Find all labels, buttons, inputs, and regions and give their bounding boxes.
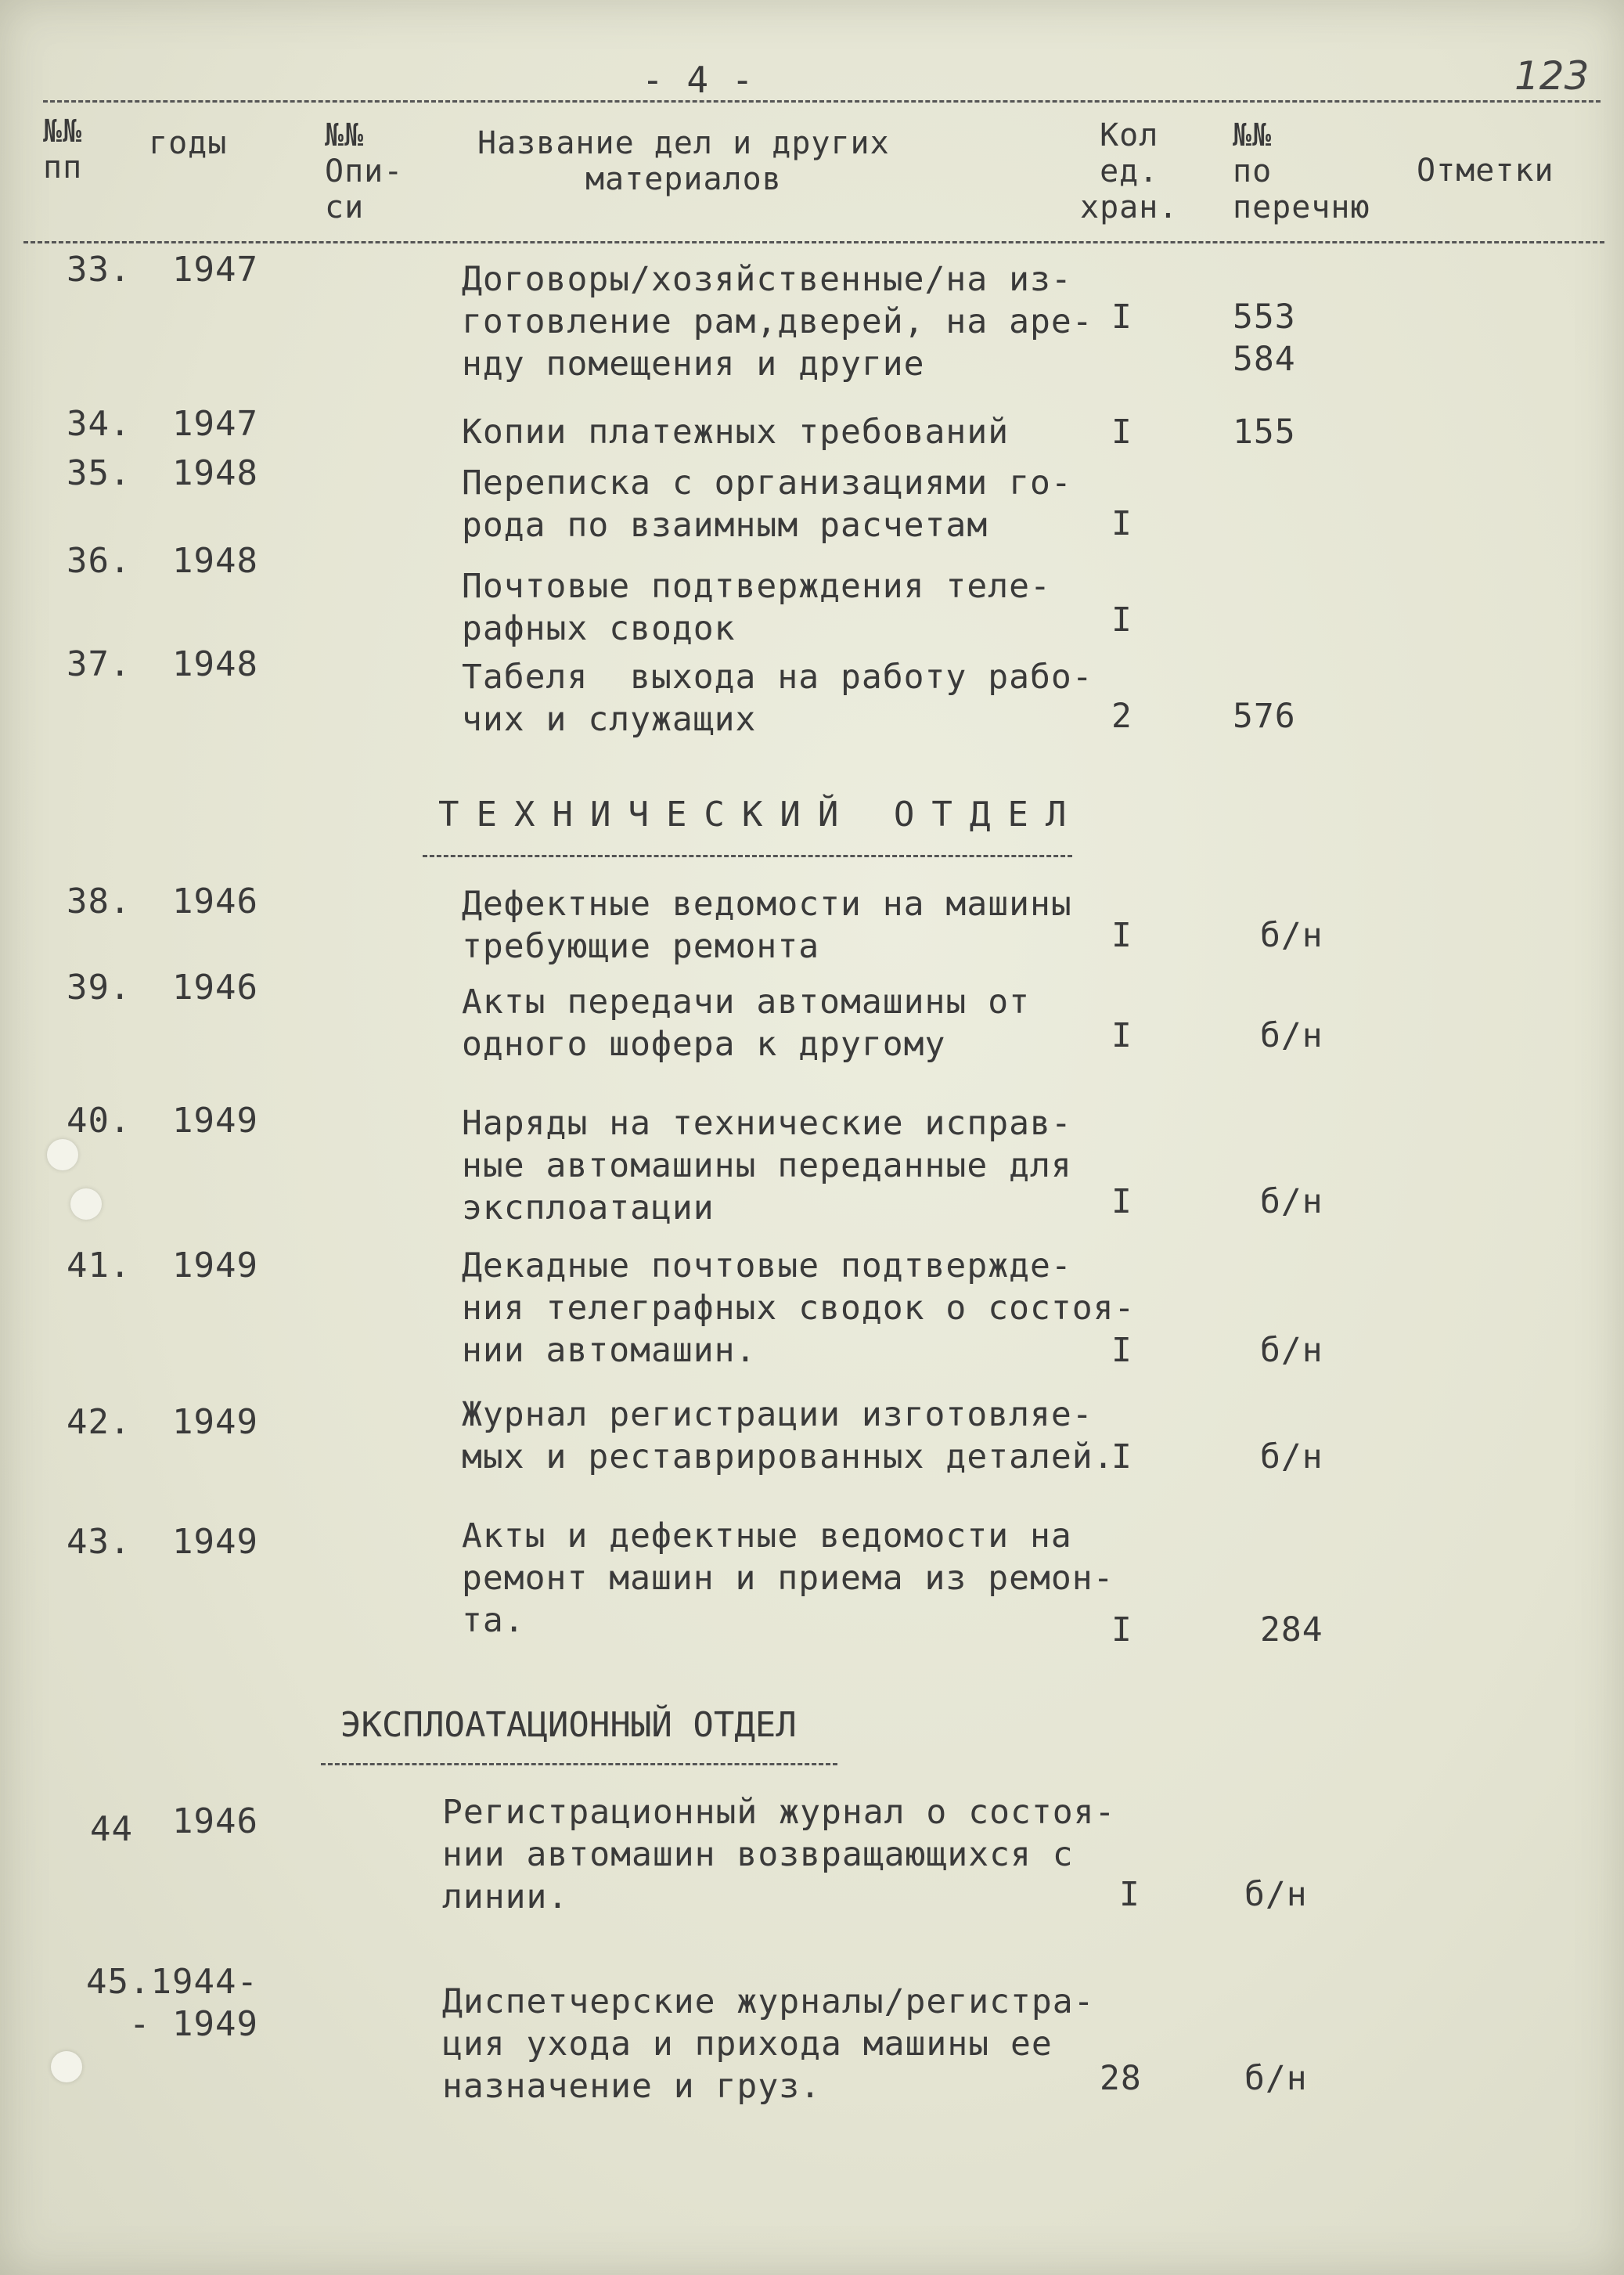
row-number: 41. [67, 1246, 131, 1285]
section-underline-technical [423, 855, 1072, 857]
row-number: 39. [67, 968, 131, 1008]
row-year: 1946 [172, 1801, 258, 1841]
row-number: 34. [67, 404, 131, 444]
row-number: 38. [67, 882, 131, 921]
header-bottom-rule [23, 241, 1604, 243]
section-underline-operations [321, 1763, 837, 1765]
row-number: 43. [67, 1522, 131, 1562]
row-units: I [1111, 1331, 1132, 1370]
row-year: 1946 [172, 882, 258, 921]
row-units: I [1111, 504, 1132, 543]
row-list-number: 576 [1233, 697, 1296, 736]
folio-number: 123 [1514, 53, 1590, 99]
row-units: I [1111, 297, 1132, 337]
row-units: I [1119, 1875, 1140, 1914]
row-title: Диспетчерские журналы/регистра- ция ухода и прихода машины ее назначение и груз. [442, 1982, 1095, 2106]
punch-hole [70, 1188, 102, 1220]
row-title: Дефектные ведомости на машины требующие ремонта [462, 885, 1072, 966]
row-number: 36. [67, 541, 131, 581]
row-title: Акты и дефектные ведомости на ремонт машин и приема из ремон- та. [462, 1516, 1114, 1640]
row-year: 1947 [172, 250, 258, 290]
row-number: 44 [90, 1809, 133, 1849]
row-list-number: б/н [1244, 2059, 1308, 2098]
row-number: 35. [67, 453, 131, 493]
row-units: 28 [1100, 2059, 1142, 2098]
header-num: №№ пп [43, 114, 83, 186]
row-list-number: б/н [1244, 1875, 1308, 1914]
row-number: 42. [67, 1402, 131, 1442]
row-title: Журнал регистрации изготовляе- мых и реставрированных деталей. [462, 1395, 1114, 1476]
row-title: Табеля выхода на работу рабо- чих и служащих [462, 658, 1093, 739]
header-notes: Отметки [1417, 153, 1554, 189]
row-title: Декадные почтовые подтвержде- ния телеграфных сводок о состоя- нии автомашин. [462, 1246, 1136, 1370]
header-top-rule [43, 100, 1601, 103]
section-heading-operations: ЭКСПЛОАТАЦИОННЫЙ ОТДЕЛ [340, 1705, 797, 1745]
row-title: Наряды на технические исправ- ные автомашины переданные для эксплоатации [462, 1104, 1072, 1228]
row-title: Акты передачи автомашины от одного шофера к другому [462, 982, 1030, 1064]
row-list-number: 553 584 [1233, 297, 1296, 379]
row-units: I [1111, 600, 1132, 640]
page-number: - 4 - [642, 59, 754, 101]
row-title: Регистрационный журнал о состоя- нии автомашин возвращающихся с линии. [442, 1793, 1116, 1916]
row-title: Переписка с организациями го- рода по взаимным расчетам [462, 463, 1072, 545]
header-inventory: №№ Опи- си [325, 117, 404, 225]
row-number: 45. [86, 1962, 151, 2002]
row-list-number: 284 [1260, 1610, 1323, 1649]
row-units: I [1111, 1437, 1132, 1476]
row-list-number: б/н [1260, 1016, 1323, 1055]
punch-hole [47, 1139, 78, 1170]
row-title: Копии платежных требований [462, 413, 1010, 452]
row-year: 1947 [172, 404, 258, 444]
header-list: №№ по перечню [1233, 117, 1370, 225]
row-units: I [1111, 1182, 1132, 1221]
row-list-number: 155 [1233, 413, 1296, 452]
row-title: Договоры/хозяйственные/на из- готовление рам,дверей, на аре- нду помещения и другие [462, 260, 1093, 384]
header-units: Кол ед. хран. [1080, 117, 1179, 225]
row-year: 1949 [172, 1402, 258, 1442]
punch-hole [51, 2051, 82, 2082]
section-heading-technical: ТЕХНИЧЕСКИЙ ОТДЕЛ [438, 795, 1084, 835]
row-list-number: б/н [1260, 1331, 1323, 1370]
row-list-number: б/н [1260, 1182, 1323, 1221]
row-units: 2 [1111, 697, 1132, 736]
row-year: 1944- - 1949 [129, 1962, 258, 2044]
row-year: 1949 [172, 1101, 258, 1141]
row-year: 1949 [172, 1246, 258, 1285]
row-number: 33. [67, 250, 131, 290]
row-title: Почтовые подтверждения теле- рафных сводок [462, 567, 1051, 648]
row-year: 1946 [172, 968, 258, 1008]
row-year: 1949 [172, 1522, 258, 1562]
row-list-number: б/н [1260, 1437, 1323, 1476]
row-units: I [1111, 916, 1132, 955]
row-number: 37. [67, 644, 131, 684]
header-years: годы [149, 125, 228, 161]
row-year: 1948 [172, 541, 258, 581]
row-list-number: б/н [1260, 916, 1323, 955]
row-year: 1948 [172, 644, 258, 684]
row-number: 40. [67, 1101, 131, 1141]
row-units: I [1111, 413, 1132, 452]
row-units: I [1111, 1016, 1132, 1055]
header-title: Название дел и других материалов [477, 125, 890, 197]
row-year: 1948 [172, 453, 258, 493]
row-units: I [1111, 1610, 1132, 1649]
